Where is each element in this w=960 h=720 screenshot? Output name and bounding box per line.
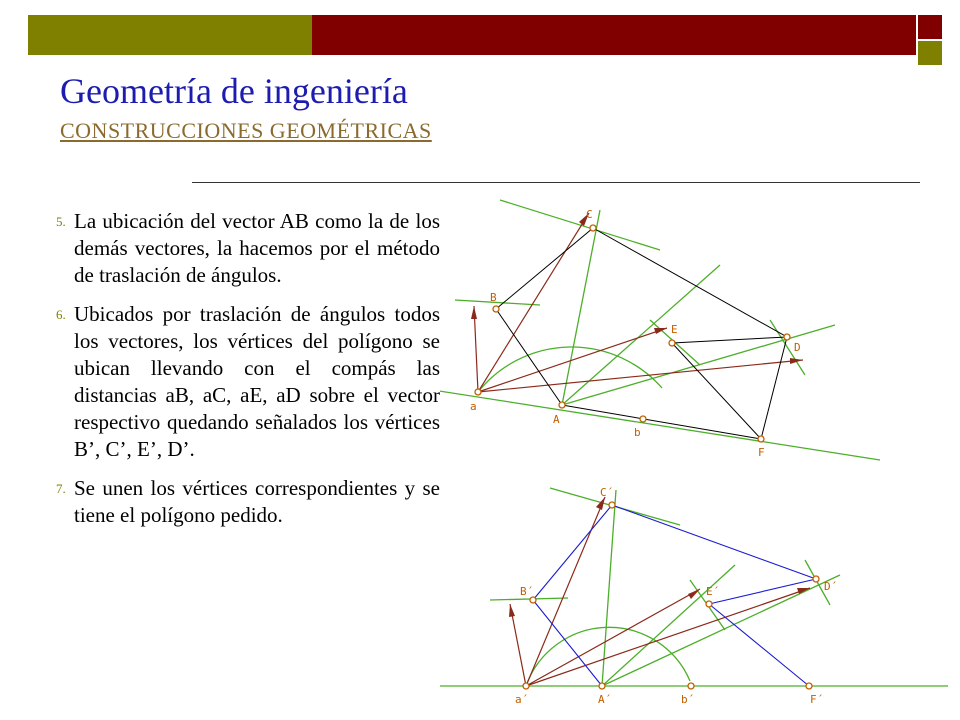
label-b-prime: b´ (681, 693, 695, 706)
step-item-6 (56, 301, 440, 463)
top-bar-maroon-segment (312, 15, 916, 55)
geometric-construction-diagram (440, 185, 960, 720)
label-C: C (586, 208, 593, 221)
step-number: 6. (56, 307, 66, 322)
label-A: A (553, 413, 560, 426)
label-b: b (634, 426, 641, 439)
corner-square-maroon (918, 15, 942, 39)
step-text: Ubicados por traslación de ángulos todos los vectores, los vértices del polígono se ubican llevando con el compás las distancias aB, aC, aE, aD sobre el vector respectivo quedando señalados los vértices B’, C’, E’, D’. (74, 302, 440, 461)
label-D-prime: D´ (824, 580, 838, 593)
bottom-construction (440, 486, 948, 706)
label-B: B (490, 291, 497, 304)
label-E: E (671, 323, 678, 336)
top-construction (440, 200, 880, 460)
label-B-prime: B´ (520, 585, 534, 598)
label-a-prime: a´ (515, 693, 529, 706)
steps-list (56, 208, 440, 541)
label-F-prime: F´ (810, 693, 824, 706)
label-E-prime: E´ (706, 585, 720, 598)
divider-line (192, 182, 920, 183)
label-F: F (758, 446, 765, 459)
step-number: 7. (56, 481, 66, 496)
step-text: Se unen los vértices correspondientes y se tiene el polígono pedido. (74, 476, 440, 527)
slide-title: Geometría de ingeniería (60, 71, 408, 111)
step-item-7 (56, 475, 440, 529)
step-text: La ubicación del vector AB como la de los demás vectores, la hacemos por el método de traslación de ángulos. (74, 209, 440, 287)
label-a: a (470, 400, 477, 413)
corner-square-olive (918, 41, 942, 65)
label-D: D (794, 341, 801, 354)
label-C-prime: C´ (600, 486, 614, 499)
top-decor-bar (28, 15, 916, 55)
slide-subtitle: CONSTRUCCIONES GEOMÉTRICAS (60, 118, 432, 143)
corner-decor (918, 15, 942, 65)
top-bar-olive-segment (28, 15, 312, 55)
step-item-5 (56, 208, 440, 289)
step-number: 5. (56, 214, 66, 229)
label-A-prime: A´ (598, 693, 612, 706)
